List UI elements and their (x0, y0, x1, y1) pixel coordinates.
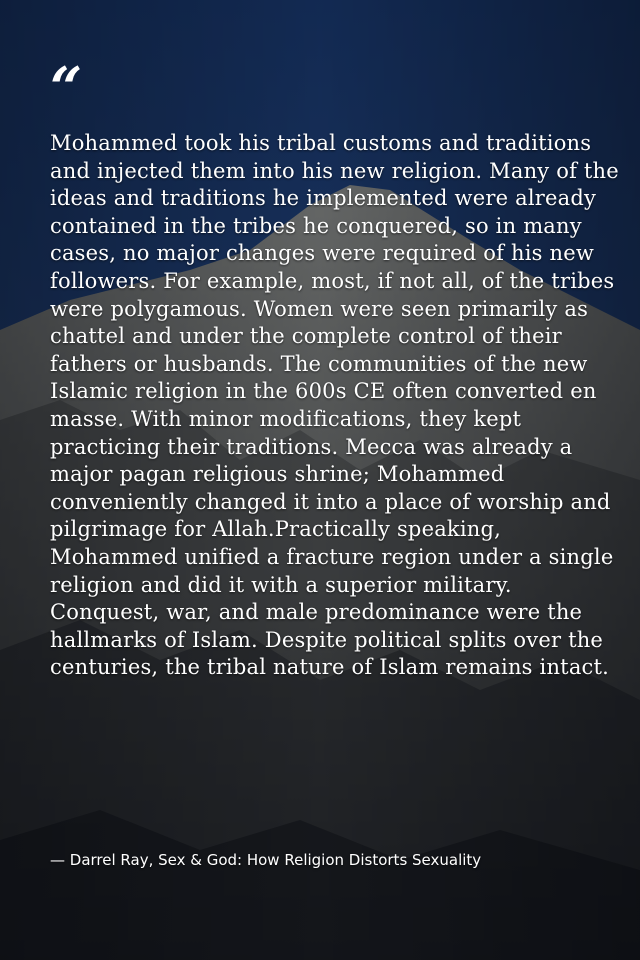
quote-attribution: — Darrel Ray, Sex & God: How Religion Distorts Sexuality (50, 851, 482, 869)
quote-text: Mohammed took his tribal customs and traditions and injected them into his new religion. Many of the ideas and traditions he implemented were already contained in the tribes he conquered, so in many cases, no major changes were required of his new followers. For example, most, if not all, of the tribes were polygamous. Women were seen primarily as chattel and under the complete control of their fathers or husbands. The communities of the new Islamic religion in the 600s CE often converted en masse. With minor modifications, they kept practicing their traditions. Mecca was already a major pagan religious shrine; Mohammed conveniently changed it into a place of worship and pilgrimage for Allah.Practically speaking, Mohammed unified a fracture region under a single religion and did it with a superior military. Conquest, war, and male predominance were the hallmarks of Islam. Despite political splits over the centuries, the tribal nature of Islam remains intact. (50, 131, 619, 680)
quote-mark-icon: “ (50, 55, 83, 121)
